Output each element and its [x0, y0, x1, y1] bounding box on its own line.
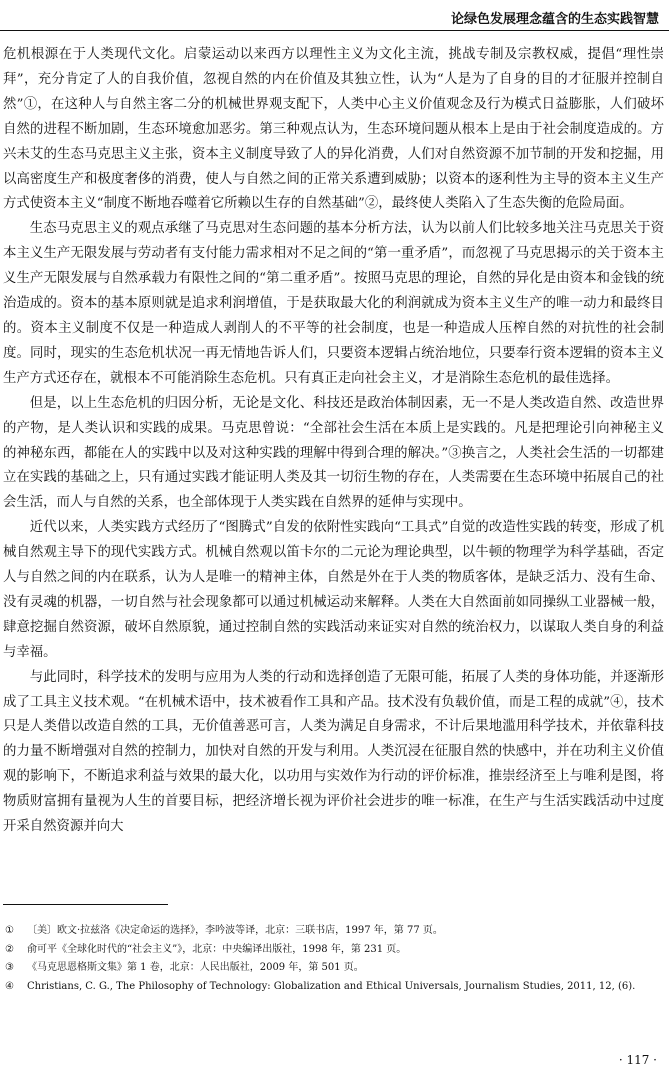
footnote-marker: ③ [5, 962, 14, 974]
paragraph: 与此同时，科学技术的发明与应用为人类的行动和选择创造了无限可能，拓展了人类的身体功能，并逐渐形成了工具主义技术观。“在机械术语中，技术被看作工具和产品。技术没有负载价值，而是工程的成就”④，技术只是人类借以改造自然的工具，无价值善恶可言，人类为满足自身需求，不计后果地滥用科学技术，并依靠科技的力量不断增强对自然的控制力，加快对自然的开发与利用。人类沉浸在征服自然的快感中，并在功利主义价值观的影响下，不断追求利益与效果的最大化，以功用与实效作为行动的评价标准，推崇经济至上与唯利是图，将物质财富拥有量视为人生的首要目标，把经济增长视为评价社会进步的唯一标准，在生产与生活实践活动中过度开采自然资源并向大 [3, 669, 664, 835]
footnote-text: 《马克思恩格斯文集》第 1 卷，北京：人民出版社，2009 年，第 501 页。 [27, 962, 364, 974]
footnote-marker: ① [5, 925, 14, 936]
footnote-rule [3, 904, 168, 905]
paragraph: 近代以来，人类实践方式经历了“图腾式”自发的依附性实践向“工具式”自觉的改造性实践的转变，形成了机械自然观主导下的现代实践方式。机械自然观以笛卡尔的二元论为理论典型，以牛顿的物理学为科学基础，否定人与自然之间的内在联系，认为人是唯一的精神主体，自然是外在于人类的物质客体，是缺乏活力、没有生命、没有灵魂的机器，一切自然与社会现象都可以通过机械运动来解释。人类在大自然面前如同操纵工业器械一般，肆意挖掘自然资源，破坏自然原貌，通过控制自然的实践活动来证实对自然的统治权力，以谋取人类自身的利益与幸福。 [3, 520, 664, 660]
footnote-text: 俞可平《全球化时代的“社会主义”》，北京：中央编译出版社，1998 年，第 231 页。 [27, 943, 407, 955]
footnote-text: Christians, C. G., The Philosophy of Technology: Globalization and Ethical Universals, Journalism Studies, 2011, 12, (6). [27, 980, 636, 992]
header-rule [0, 30, 669, 31]
paragraph: 但是，以上生态危机的归因分析，无论是文化、科技还是政治体制因素，无一不是人类改造自然、改造世界的产物，是人类认识和实践的成果。马克思曾说：“全部社会生活在本质上是实践的。凡是把理论引向神秘主义的神秘东西，都能在人的实践中以及对这种实践的理解中得到合理的解决。”③换言之，人类社会生活的一切都建立在实践的基础之上，只有通过实践才能证明人类及其一切衍生物的存在，人类需要在生态环境中拓展自己的社会生活，而人与自然的关系，也全部体现于人类实践在自然界的延伸与实现中。 [3, 395, 664, 511]
footnote [3, 959, 664, 978]
paragraph: 生态马克思主义的观点承继了马克思对生态问题的基本分析方法，认为以前人们比较多地关注马克思关于资本主义生产无限发展与劳动者有支付能力需求相对不足之间的“第一重矛盾”，而忽视了马克思揭示的关于资本主义生产无限发展与自然承载力有限性之间的“第二重矛盾”。按照马克思的理论，自然的异化是由资本和金钱的统治造成的。资本的基本原则就是追求利润增值，于是获取最大化的利润就成为资本主义生产的唯一动力和最终目的。资本主义制度不仅是一种造成人剥削人的不平等的社会制度，也是一种造成人压榨自然的对抗性的社会制度。同时，现实的生态危机状况一再无情地告诉人们，只要资本逻辑占统治地位，只要奉行资本逻辑的资本主义生产方式还存在，就根本不可能消除生态危机。只有真正走向社会主义，才是消除生态危机的最佳选择。 [3, 221, 664, 386]
footnote-marker: ④ [5, 980, 14, 992]
body-text [3, 43, 664, 840]
footnote [3, 941, 664, 960]
footnote-text: 〔美〕欧文·拉兹洛《决定命运的选择》，李吟波等译，北京：三联书店，1997 年，第 77 页。 [27, 925, 443, 936]
footnote [3, 922, 664, 941]
page-number: · 117 · [618, 1053, 657, 1067]
paragraph: 危机根源在于人类现代文化。启蒙运动以来西方以理性主义为文化主流，挑战专制及宗教权威，提倡“理性崇拜”，充分肯定了人的自我价值，忽视自然的内在价值及其独立性，认为“人是为了自身的目的才征服并控制自然”①，在这种人与自然主客二分的机械世界观支配下，人类中心主义价值观念及行为模式日益膨胀，人们破坏自然的进程不断加剧，生态环境愈加恶劣。第三种观点认为，生态环境问题从根本上是由于社会制度造成的。方兴未艾的生态马克思主义主张，资本主义制度导致了人的异化消费，人们对自然资源不加节制的开发和挖掘，用以高密度生产和极度奢侈的消费，使人与自然之间的正常关系遭到威胁；以资本的逐利性为主导的资本主义生产方式使资本主义“制度不断地吞噬着它所赖以生存的自然基础”②，最终使人类陷入了生态失衡的危险局面。 [3, 47, 664, 212]
footnote [3, 978, 664, 997]
footnote-marker: ② [5, 943, 14, 955]
running-header: 论绿色发展理念蕴含的生态实践智慧 [450, 12, 659, 27]
footnotes [3, 922, 664, 996]
